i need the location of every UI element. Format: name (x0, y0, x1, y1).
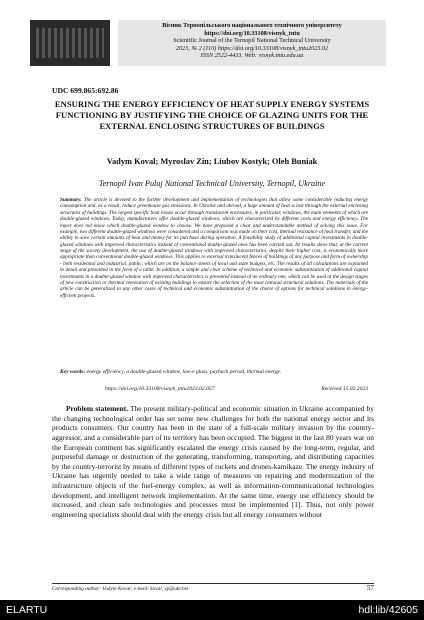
paper-title: ENSURING THE ENERGY EFFICIENCY OF HEAT SUPPLY ENERGY SYSTEMS FUNCTIONING BY JUSTIFYING THE CHOICE OF GLAZING UNITS FOR THE EXTERNAL ENCLOSING STRUCTURES OF BUILDINGS (54, 99, 370, 131)
body-text: The present military-political and economic situation in Ukraine accompanied by the changing technological order has set some new challenges for both the national energy sector and its products consumers. Our country has been in the state of a full-scale military invasion by the country-aggressor, and a considerable part of its territory has been occupied. The biggest in the last 80 years war on the European continent has significantly escalated the energy crisis caused by the long-term, regular, and purposeful damage or destruction of the generating, transforming, transporting, and distributing capacities by the country-terrorist by means of different types of rockets and drones-kamikaze. The energy industry of Ukraine has urgently needed to take a wide range of measures on repairing and modernization of the infrastructure objects of the fuel-energy complex, as well as information-communicational technologies development, and intelligent network implementation. At the same time, energy use efficiency should be increased, and clean safe technologies and processes must be implemented [1]. Thus, not only power engineering specialists should deal with the energy crisis but all energy consumers without (52, 404, 374, 520)
handle-id[interactable]: hdl:lib/42605 (358, 604, 418, 616)
keywords-label: Key words: (60, 369, 86, 375)
repository-name: ELARTU (6, 604, 48, 616)
affiliation: Ternopil Ivan Puluj National Technical University, Ternopil, Ukraine (98, 179, 326, 188)
keywords-text: energy efficiency, a double-glazed window, low-e glass, payback period, thermal energy. (85, 369, 282, 375)
masthead-ukrainian-title: Вісник Тернопільського національного технічного університету (162, 22, 342, 29)
page-number: 57 (366, 584, 374, 592)
authors: Vadym Koval; Myroslav Zin; Liubov Kostyk; Oleh Buniak (106, 157, 318, 166)
repository-bar (0, 600, 424, 620)
section-heading: Problem statement. (66, 404, 129, 413)
udc-code: UDC 699.865:692.86 (52, 86, 119, 95)
received-date: Received 15.02.2023 (321, 386, 368, 392)
body-paragraph (52, 404, 374, 520)
masthead-issn: ISSN 2522-4433. Web: visnyk.tntu.edu.ua (200, 52, 304, 60)
journal-masthead (118, 20, 386, 66)
article-doi[interactable]: https://doi.org/10.33108/visnyk_tntu2023.02.057 (105, 386, 215, 392)
abstract (60, 197, 368, 299)
masthead-english-title: Scientific Journal of the Ternopil National Technical University (173, 37, 331, 45)
masthead-journal-doi[interactable]: https://doi.org/10.33108/visnyk_tntu (204, 29, 300, 37)
abstract-text: The article is devoted to the further development and implementation of technologies that allow some considerable reducing energy consumption and, as a result, reduce greenhouse gas emissions. In Ukraine and abroad, a huge amount of heat is lost through the external enclosing structures of buildings. The largest specific heat losses occur through translucent enclosures, in particular, windows, the main elements of which are double-glazed windows. Today, manufacturers offer double-glazed windows, which are characterized by different costs and energy efficiency. The buyer does not know which double-glazed window to choose. We have proposed a clear and understandable method of solving this issue. For example, two different double-glazed windows were considered and a comparison was made on their cost, thermal resistance of heat transfer, and the ability to save certain amounts of heat and money for its purchase during operation. A feasibility study of additional capital investments in double-glazed windows with improved characteristics instead of conventional double-glazed ones has been carried out. Its results show that, at the current stage of the society development, the use of double-glazed windows with improved characteristics, despite their higher cost, is economically more appropriate than conventional double-glazed windows. This applies to external translucent fences of buildings of any purpose and form of ownership - both residential and industrial, public, which are on the balance sheets of local and state budgets, etc. The results of all calculations are explained in detail and presented in the form of a table. In addition, a simple and clear scheme of technical and economic substantiation of additional capital investments in a double-glazed window with improved characteristics is presented instead of an ordinary one, which can be used at the design stages of new construction or thermal renovation of existing buildings to ensure the selection of the most rational structural solutions. The materials of the article can be generalized to any other cases of technical and economic substantiation of the choice of options for technical solutions in energy-efficient projects. (60, 197, 368, 299)
abstract-label: Summary. (60, 197, 82, 203)
masthead-issue: 2023, № 2 (110) https://doi.org/10.33108/visnyk_tntu2023.02 (175, 44, 329, 52)
journal-logo (30, 20, 110, 66)
corresponding-author: Corresponding author: Vadym Koval; e-mail: koval_vp@ukr.net (52, 586, 189, 592)
footer-divider (52, 583, 374, 584)
keywords (60, 369, 368, 376)
doi-line (60, 386, 368, 392)
